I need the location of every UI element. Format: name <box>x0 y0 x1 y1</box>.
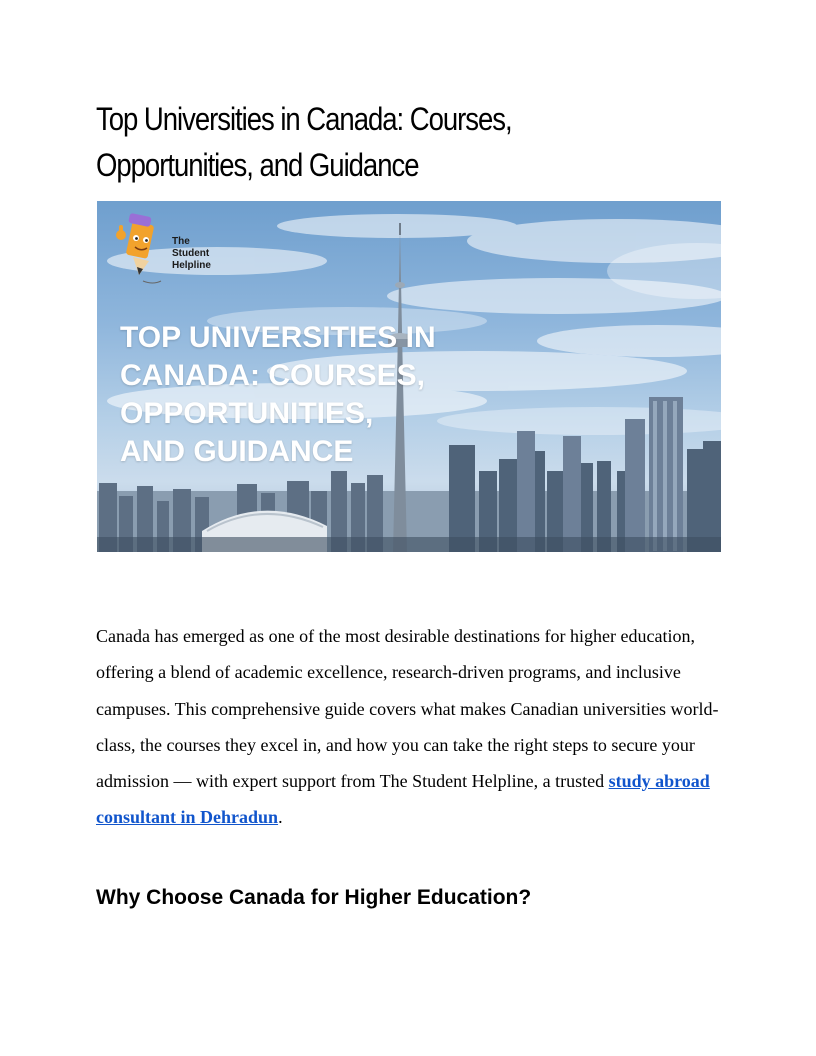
intro-paragraph <box>96 618 726 836</box>
page-title-line-2: Opportunities, and Guidance <box>96 147 419 183</box>
intro-text-end: . <box>278 807 283 828</box>
hero-heading <box>120 319 436 471</box>
hero-heading-line-1: TOP UNIVERSITIES IN <box>120 321 436 354</box>
hero-image <box>97 201 721 552</box>
brand-line-1: The <box>172 236 190 247</box>
section-heading: Why Choose Canada for Higher Education? <box>96 886 532 909</box>
brand-line-3: Helpline <box>172 260 211 271</box>
hero-heading-line-4: AND GUIDANCE <box>120 435 354 468</box>
page-title-line-1: Top Universities in Canada: Courses, <box>96 101 512 137</box>
hero-heading-line-2: CANADA: COURSES, <box>120 359 426 392</box>
hero-heading-line-3: OPPORTUNITIES, <box>120 397 374 430</box>
brand-logo-text <box>172 236 211 272</box>
study-abroad-consultant-link[interactable]: study abroad consultant in Dehradun <box>96 771 710 828</box>
brand-line-2: Student <box>172 248 210 259</box>
page-title <box>96 96 578 188</box>
intro-text: Canada has emerged as one of the most desirable destinations for higher education, offering a blend of academic excellence, research-driven programs, and inclusive campuses. This comprehensive guide covers what makes Canadian universities world-class, the courses they excel in, and how you can take the right steps to secure your admission — with expert support from The Student Helpline, a trusted <box>96 626 719 792</box>
